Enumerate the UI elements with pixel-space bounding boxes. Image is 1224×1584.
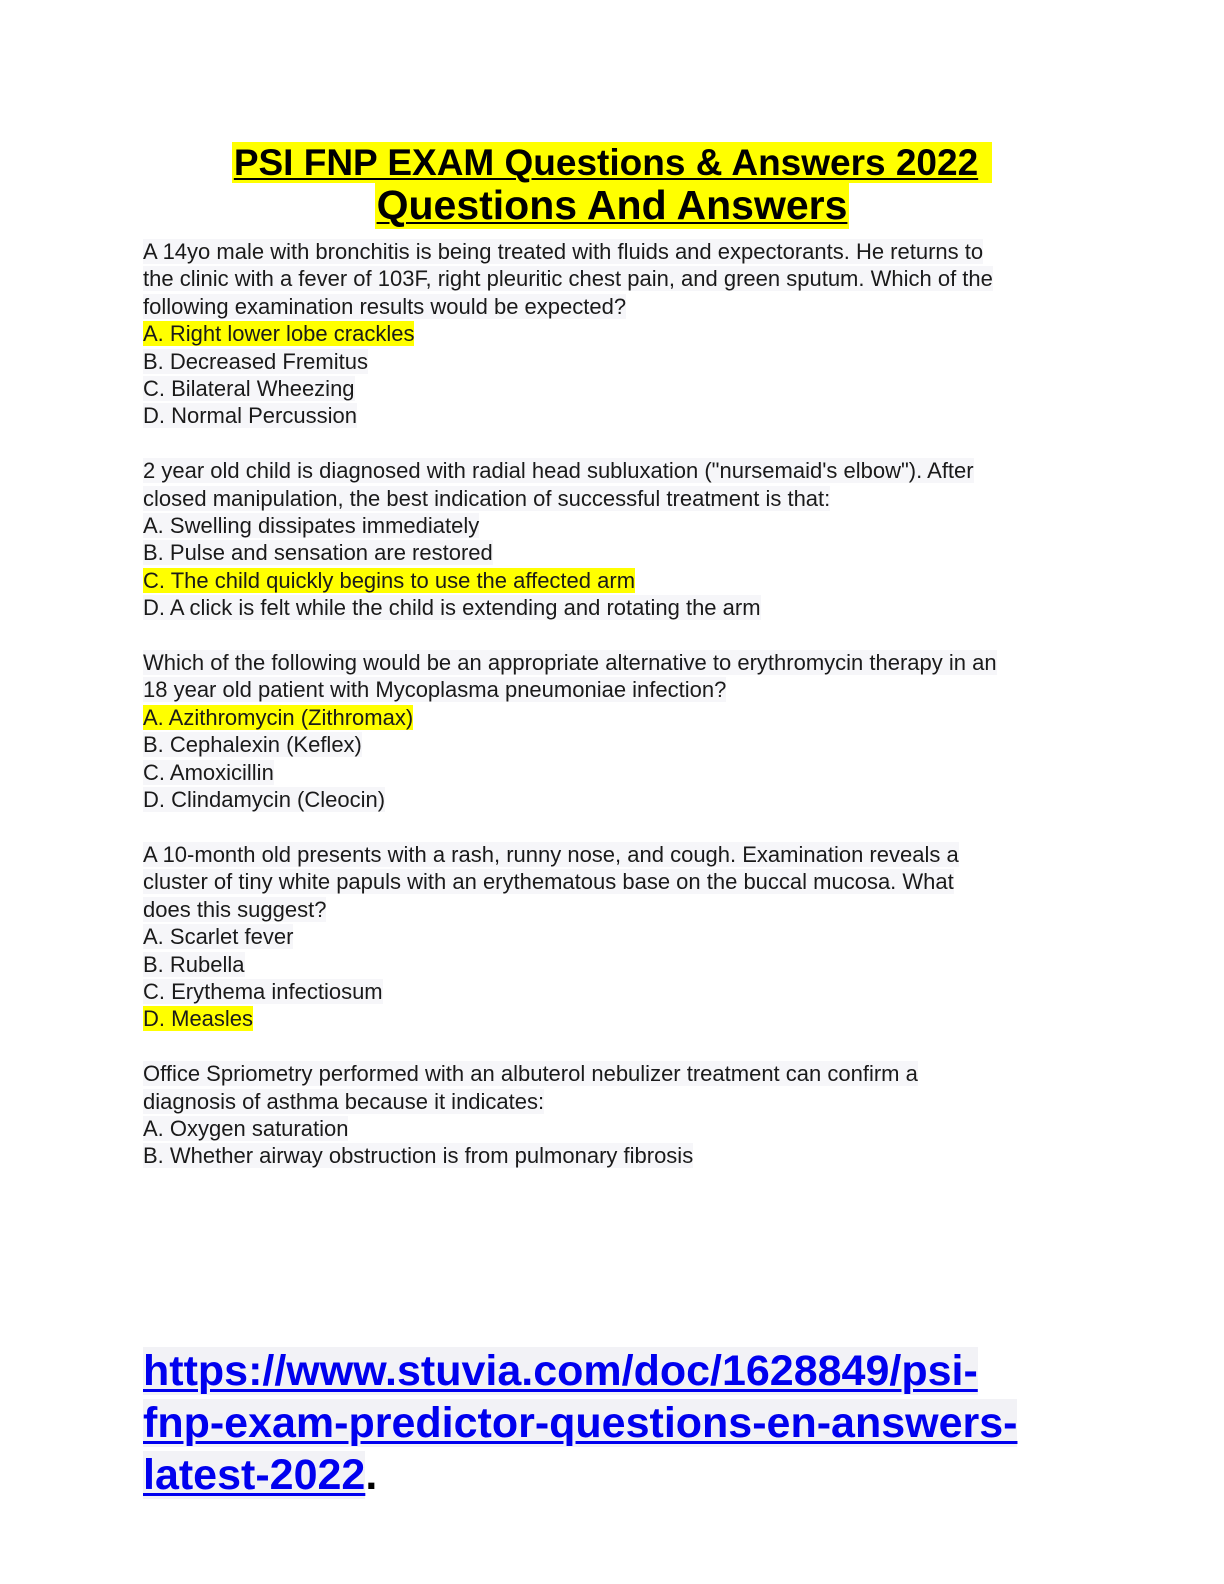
link-line-3: latest-2022 bbox=[143, 1451, 366, 1499]
title-line-1: PSI FNP EXAM Questions & Answers 2022 bbox=[232, 142, 992, 183]
question-stem-text: 2 year old child is diagnosed with radial head subluxation ("nursemaid's elbow"). After bbox=[143, 458, 974, 484]
question-stem-text: Office Spriometry performed with an albuterol nebulizer treatment can confirm a bbox=[143, 1061, 918, 1087]
question-stem-line bbox=[143, 841, 1093, 868]
answer-option bbox=[143, 978, 1093, 1005]
answer-option-text: B. Rubella bbox=[143, 951, 245, 977]
answer-option-correct bbox=[143, 704, 1093, 731]
answer-option bbox=[143, 759, 1093, 786]
question-block bbox=[143, 457, 1093, 621]
answer-option-text: B. Cephalexin (Keflex) bbox=[143, 732, 362, 758]
question-stem-text: diagnosis of asthma because it indicates: bbox=[143, 1088, 545, 1114]
link-period: . bbox=[365, 1451, 378, 1499]
answer-option bbox=[143, 786, 1093, 813]
question-stem-text: A 14yo male with bronchitis is being treated with fluids and expectorants. He returns to bbox=[143, 239, 984, 264]
answer-option-text: A. Right lower lobe crackles bbox=[143, 321, 415, 347]
answer-option-text: A. Swelling dissipates immediately bbox=[143, 513, 480, 539]
question-stem-line bbox=[143, 485, 1093, 512]
question-stem-text: 18 year old patient with Mycoplasma pneumoniae infection? bbox=[143, 677, 727, 703]
questions-section bbox=[143, 238, 1093, 1197]
answer-option bbox=[143, 731, 1093, 758]
question-stem-text: closed manipulation, the best indication of successful treatment is that: bbox=[143, 485, 831, 511]
question-stem-text: cluster of tiny white papuls with an erythematous base on the buccal mucosa. What bbox=[143, 869, 954, 895]
answer-option-text: D. Normal Percussion bbox=[143, 403, 357, 429]
answer-option bbox=[143, 539, 1093, 566]
question-stem-line bbox=[143, 649, 1093, 676]
question-stem-line bbox=[143, 1088, 1093, 1115]
answer-option bbox=[143, 951, 1093, 978]
question-stem-line bbox=[143, 238, 1093, 265]
answer-option-text: D. Clindamycin (Cleocin) bbox=[143, 787, 386, 813]
question-stem-line bbox=[143, 1060, 1093, 1087]
answer-option-correct bbox=[143, 567, 1093, 594]
answer-option-correct bbox=[143, 1005, 1093, 1032]
link-line-2: fnp-exam-predictor-questions-en-answers- bbox=[143, 1399, 1018, 1447]
question-block bbox=[143, 1060, 1093, 1170]
answer-option bbox=[143, 348, 1093, 375]
answer-option-text: D. A click is felt while the child is extending and rotating the arm bbox=[143, 595, 761, 621]
title-line-2: Questions And Answers bbox=[376, 182, 848, 229]
answer-option-text: B. Pulse and sensation are restored bbox=[143, 540, 493, 566]
answer-option-text: C. Erythema infectiosum bbox=[143, 978, 383, 1004]
source-link-block bbox=[143, 1345, 1103, 1501]
answer-option bbox=[143, 1115, 1093, 1142]
answer-option-text: C. The child quickly begins to use the affected arm bbox=[143, 567, 636, 593]
answer-option bbox=[143, 594, 1093, 621]
question-stem-text: the clinic with a fever of 103F, right pleuritic chest pain, and green sputum. Which of the bbox=[143, 266, 993, 292]
question-stem-line bbox=[143, 457, 1093, 484]
question-stem-text: Which of the following would be an appropriate alternative to erythromycin therapy in an bbox=[143, 650, 997, 676]
answer-option-text: C. Bilateral Wheezing bbox=[143, 376, 355, 402]
answer-option-text: D. Measles bbox=[143, 1006, 254, 1032]
answer-option bbox=[143, 402, 1093, 429]
question-stem-line bbox=[143, 896, 1093, 923]
answer-option-text: B. Decreased Fremitus bbox=[143, 348, 368, 374]
answer-option-text: A. Azithromycin (Zithromax) bbox=[143, 704, 414, 730]
answer-option bbox=[143, 375, 1093, 402]
question-block bbox=[143, 649, 1093, 813]
question-stem-line bbox=[143, 265, 1093, 292]
question-stem-text: following examination results would be expected? bbox=[143, 293, 627, 319]
answer-option bbox=[143, 512, 1093, 539]
question-stem-line bbox=[143, 676, 1093, 703]
answer-option bbox=[143, 1142, 1093, 1169]
question-block bbox=[143, 841, 1093, 1033]
answer-option-text: B. Whether airway obstruction is from pulmonary fibrosis bbox=[143, 1143, 694, 1169]
document-title bbox=[0, 142, 1224, 229]
source-link[interactable] bbox=[143, 1345, 1103, 1499]
question-stem-line bbox=[143, 868, 1093, 895]
answer-option-text: A. Oxygen saturation bbox=[143, 1115, 349, 1141]
answer-option-text: A. Scarlet fever bbox=[143, 924, 294, 950]
link-line-1: https://www.stuvia.com/doc/1628849/psi- bbox=[143, 1347, 978, 1395]
question-stem-text: A 10-month old presents with a rash, runny nose, and cough. Examination reveals a bbox=[143, 841, 959, 867]
answer-option bbox=[143, 923, 1093, 950]
question-block bbox=[143, 238, 1093, 430]
answer-option-text: C. Amoxicillin bbox=[143, 759, 274, 785]
question-stem-line bbox=[143, 293, 1093, 320]
answer-option-correct bbox=[143, 320, 1093, 347]
question-stem-text: does this suggest? bbox=[143, 896, 327, 922]
